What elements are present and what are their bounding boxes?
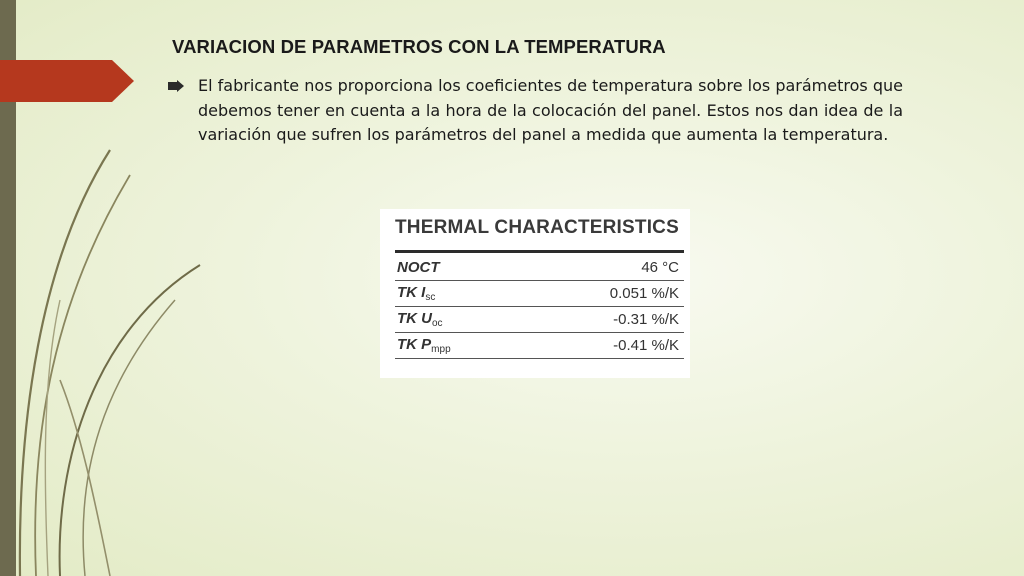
value-cell: -0.41 %/K	[523, 333, 684, 359]
table-row	[395, 255, 684, 281]
thermal-characteristics-image	[380, 209, 690, 378]
arrow-accent-shape	[0, 60, 134, 102]
slide-title: VARIACION DE PARAMETROS CON LA TEMPERATURA	[172, 36, 666, 57]
table-row	[395, 307, 684, 333]
bullet-item	[168, 74, 903, 148]
thermal-table	[395, 255, 684, 359]
table-top-rule	[395, 250, 684, 253]
value-cell: 0.051 %/K	[523, 281, 684, 307]
param-cell: TK $I_{sc}$	[395, 281, 523, 307]
bullet-text: El fabricante nos proporciona los coeficientes de temperatura sobre los parámetros que debemos tener en cuenta a la hora de la colocación del panel. Estos nos dan idea de la variación que sufren los parámetros del panel a medida que aumenta la temperatura.	[198, 76, 903, 144]
value-cell: -0.31 %/K	[523, 307, 684, 333]
table-title: THERMAL CHARACTERISTICS	[395, 217, 679, 238]
param-cell: TK $P_{mpp}$	[395, 333, 523, 359]
table-row	[395, 281, 684, 307]
arrow-bullet-icon	[168, 80, 184, 92]
param-cell: TK $U_{oc}$	[395, 307, 523, 333]
param-cell: NOCT	[395, 255, 523, 281]
table-row	[395, 333, 684, 359]
value-cell: 46 °C	[523, 255, 684, 281]
